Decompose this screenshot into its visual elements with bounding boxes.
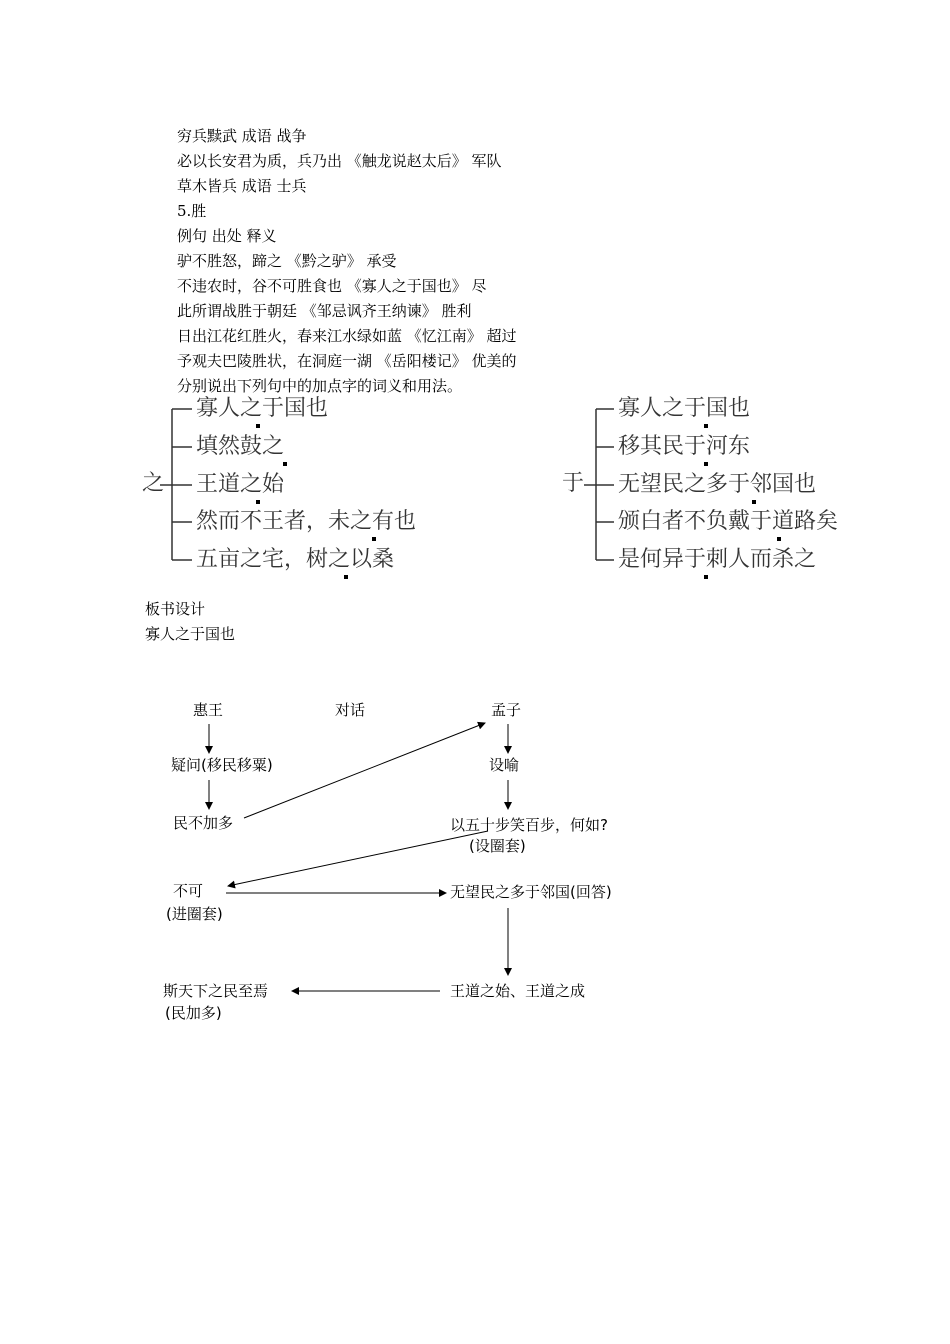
zhi-item: 寡人之于国也 [196,396,329,421]
text-line: 例句 出处 释义 [177,227,277,245]
node-wushibu: 以五十步笑百步，何如? [450,816,608,834]
board-heading: 板书设计 [145,600,206,618]
node-jinquantao: (进圈套) [166,905,223,923]
text-line: 驴不胜怒，蹄之 《黔之驴》 承受 [177,252,397,270]
yu-item: 是何异于刺人而杀之 [618,547,817,572]
node-buke: 不可 [173,882,204,900]
yu-item: 移其民于河东 [618,434,751,459]
text-line: 穷兵黩武 成语 战争 [177,127,307,145]
node-wangdao: 王道之始、王道之成 [450,982,586,1000]
zhi-head: 之 [142,471,165,496]
node-yiwen: 疑问(移民移粟) [171,756,273,774]
label-duihua: 对话 [335,701,366,719]
node-minjiaduo: (民加多) [165,1004,222,1022]
zhi-item: 五亩之宅，树之以桑 [196,547,395,572]
yu-item: 无望民之多于邻国也 [618,472,817,497]
node-sitianxia: 斯天下之民至焉 [163,982,269,1000]
node-sheyu: 设喻 [489,756,520,774]
text-line: 必以长安君为质，兵乃出 《触龙说赵太后》 军队 [177,152,502,170]
node-shequantao: (设圈套) [469,837,526,855]
node-huiwang: 惠王 [193,701,224,719]
node-mengzi: 孟子 [491,701,522,719]
zhi-item: 然而不王者，未之有也 [196,509,417,534]
text-line: 草木皆兵 成语 士兵 [177,177,307,195]
yu-item: 颁白者不负戴于道路矣 [618,509,839,534]
yu-item: 寡人之于国也 [618,396,751,421]
text-line: 5.胜 [177,202,207,220]
zhi-item: 填然鼓之 [196,434,285,459]
text-line: 予观夫巴陵胜状，在洞庭一湖 《岳阳楼记》 优美的 [177,352,517,370]
yu-head: 于 [562,471,585,496]
zhi-item: 王道之始 [196,472,285,497]
board-title: 寡人之于国也 [145,625,236,643]
node-wuwang: 无望民之多于邻国(回答) [450,883,612,901]
node-minbujiaduo: 民不加多 [173,814,234,832]
text-line: 分别说出下列句中的加点字的词义和用法。 [177,377,463,395]
text-line: 不违农时，谷不可胜食也 《寡人之于国也》 尽 [177,277,487,295]
text-line: 此所谓战胜于朝廷 《邹忌讽齐王纳谏》 胜利 [177,302,472,320]
text-line: 日出江花红胜火，春来江水绿如蓝 《忆江南》 超过 [177,327,517,345]
